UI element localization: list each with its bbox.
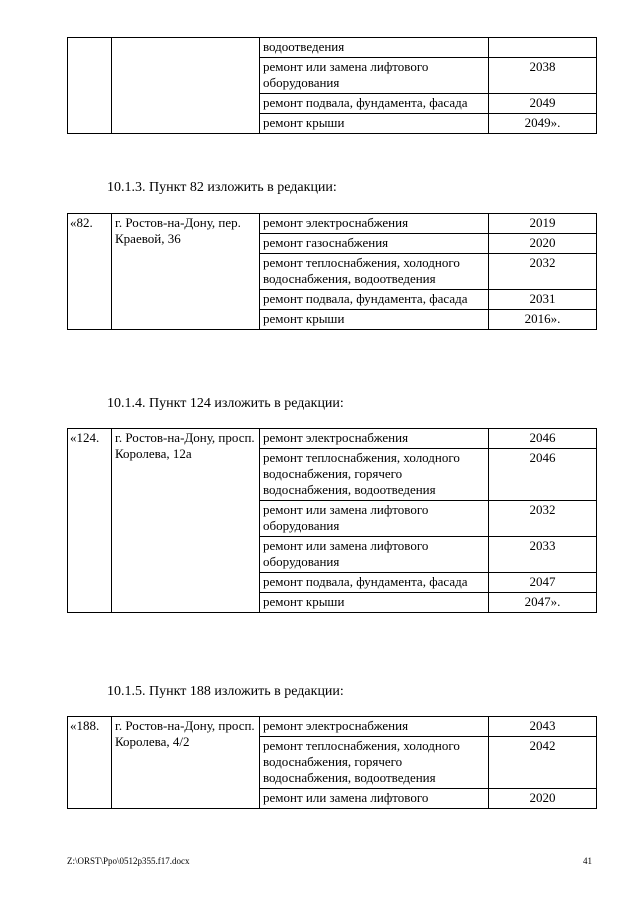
year-cell: 2033 — [489, 537, 597, 573]
address-cell — [112, 38, 260, 134]
work-cell: ремонт теплоснабжения, холодного водоснабжения, горячего водоснабжения, водоотведения — [260, 737, 489, 789]
year-cell: 2031 — [489, 290, 597, 310]
year-cell — [489, 38, 597, 58]
year-cell: 2016». — [489, 310, 597, 330]
work-cell: ремонт или замена лифтового оборудования — [260, 58, 489, 94]
work-cell: ремонт электроснабжения — [260, 429, 489, 449]
work-cell: ремонт или замена лифтового оборудования — [260, 537, 489, 573]
work-cell: ремонт крыши — [260, 114, 489, 134]
table-item-124 — [67, 428, 597, 613]
year-cell: 2047». — [489, 593, 597, 613]
address-cell: г. Ростов-на-Дону, пер. Краевой, 36 — [112, 214, 260, 330]
year-cell: 2042 — [489, 737, 597, 789]
table-continued — [67, 37, 597, 134]
work-cell: ремонт электроснабжения — [260, 214, 489, 234]
paragraph-item-124: 10.1.4. Пункт 124 изложить в редакции: — [107, 396, 344, 411]
paragraph-item-82: 10.1.3. Пункт 82 изложить в редакции: — [107, 180, 337, 195]
year-cell: 2020 — [489, 234, 597, 254]
table-row — [68, 38, 597, 58]
number-cell — [68, 38, 112, 134]
work-cell: ремонт подвала, фундамента, фасада — [260, 290, 489, 310]
footer-page-number: 41 — [583, 856, 592, 866]
table-row — [68, 214, 597, 234]
work-cell: ремонт подвала, фундамента, фасада — [260, 573, 489, 593]
table-item-188 — [67, 716, 597, 809]
work-cell: ремонт газоснабжения — [260, 234, 489, 254]
year-cell: 2046 — [489, 449, 597, 501]
year-cell: 2020 — [489, 789, 597, 809]
work-cell: водоотведения — [260, 38, 489, 58]
work-cell: ремонт электроснабжения — [260, 717, 489, 737]
work-cell: ремонт или замена лифтового оборудования — [260, 501, 489, 537]
work-cell: ремонт крыши — [260, 593, 489, 613]
year-cell: 2032 — [489, 254, 597, 290]
work-cell: ремонт теплоснабжения, холодного водоснабжения, водоотведения — [260, 254, 489, 290]
year-cell: 2019 — [489, 214, 597, 234]
work-cell: ремонт или замена лифтового — [260, 789, 489, 809]
year-cell: 2038 — [489, 58, 597, 94]
work-cell: ремонт теплоснабжения, холодного водоснабжения, горячего водоснабжения, водоотведения — [260, 449, 489, 501]
year-cell: 2032 — [489, 501, 597, 537]
number-cell: «188. — [68, 717, 112, 809]
table-row — [68, 717, 597, 737]
year-cell: 2049 — [489, 94, 597, 114]
number-cell: «124. — [68, 429, 112, 613]
table-item-82 — [67, 213, 597, 330]
year-cell: 2049». — [489, 114, 597, 134]
address-cell: г. Ростов-на-Дону, просп. Королева, 12а — [112, 429, 260, 613]
year-cell: 2046 — [489, 429, 597, 449]
table-row — [68, 429, 597, 449]
work-cell: ремонт крыши — [260, 310, 489, 330]
paragraph-item-188: 10.1.5. Пункт 188 изложить в редакции: — [107, 684, 344, 699]
address-cell: г. Ростов-на-Дону, просп. Королева, 4/2 — [112, 717, 260, 809]
footer-file-path: Z:\ORST\Ppo\0512p355.f17.docx — [67, 856, 190, 866]
year-cell: 2043 — [489, 717, 597, 737]
work-cell: ремонт подвала, фундамента, фасада — [260, 94, 489, 114]
number-cell: «82. — [68, 214, 112, 330]
year-cell: 2047 — [489, 573, 597, 593]
